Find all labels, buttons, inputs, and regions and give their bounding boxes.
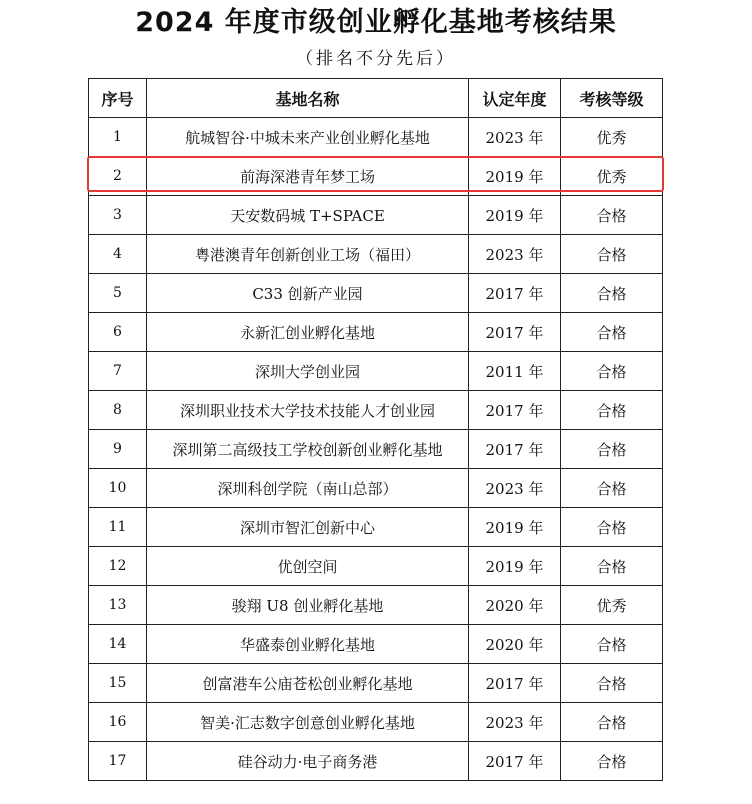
- cell-grade: 合格: [561, 703, 663, 742]
- table-row: [89, 703, 663, 742]
- cell-no: 10: [89, 469, 147, 508]
- cell-name: C33 创新产业园: [147, 274, 469, 313]
- cell-year: 2023 年: [469, 235, 561, 274]
- cell-year: 2017 年: [469, 430, 561, 469]
- page-subtitle: （排名不分先后）: [296, 49, 456, 69]
- table-row: [89, 586, 663, 625]
- cell-grade: 优秀: [561, 586, 663, 625]
- cell-year: 2023 年: [469, 703, 561, 742]
- cell-year: 2019 年: [469, 157, 561, 196]
- cell-name: 深圳市智汇创新中心: [147, 508, 469, 547]
- cell-year: 2020 年: [469, 586, 561, 625]
- cell-name: 华盛泰创业孵化基地: [147, 625, 469, 664]
- cell-year: 2019 年: [469, 196, 561, 235]
- table-body: [89, 118, 663, 781]
- cell-grade: 合格: [561, 508, 663, 547]
- cell-grade: 合格: [561, 625, 663, 664]
- table-row: [89, 118, 663, 157]
- table-row: [89, 196, 663, 235]
- cell-no: 2: [89, 157, 147, 196]
- cell-year: 2011 年: [469, 352, 561, 391]
- header-year: 认定年度: [469, 79, 561, 118]
- header-name: 基地名称: [147, 79, 469, 118]
- table-row: [89, 391, 663, 430]
- cell-year: 2017 年: [469, 391, 561, 430]
- table-row: [89, 664, 663, 703]
- table-row: [89, 157, 663, 196]
- cell-no: 13: [89, 586, 147, 625]
- cell-name: 硅谷动力·电子商务港: [147, 742, 469, 781]
- cell-grade: 合格: [561, 274, 663, 313]
- cell-no: 8: [89, 391, 147, 430]
- cell-name: 天安数码城 T+SPACE: [147, 196, 469, 235]
- table-row: [89, 469, 663, 508]
- cell-year: 2023 年: [469, 118, 561, 157]
- cell-grade: 优秀: [561, 157, 663, 196]
- header-no: 序号: [89, 79, 147, 118]
- cell-grade: 优秀: [561, 118, 663, 157]
- cell-grade: 合格: [561, 664, 663, 703]
- cell-name: 永新汇创业孵化基地: [147, 313, 469, 352]
- table-header-row: [89, 79, 663, 118]
- cell-grade: 合格: [561, 547, 663, 586]
- cell-year: 2019 年: [469, 547, 561, 586]
- cell-no: 11: [89, 508, 147, 547]
- cell-no: 6: [89, 313, 147, 352]
- cell-name: 前海深港青年梦工场: [147, 157, 469, 196]
- cell-name: 深圳科创学院（南山总部）: [147, 469, 469, 508]
- cell-name: 粤港澳青年创新创业工场（福田）: [147, 235, 469, 274]
- cell-grade: 合格: [561, 469, 663, 508]
- cell-grade: 合格: [561, 352, 663, 391]
- table-row: [89, 274, 663, 313]
- table-row: [89, 625, 663, 664]
- cell-year: 2017 年: [469, 742, 561, 781]
- table-row: [89, 352, 663, 391]
- cell-no: 17: [89, 742, 147, 781]
- table-row: [89, 235, 663, 274]
- cell-no: 14: [89, 625, 147, 664]
- cell-name: 深圳大学创业园: [147, 352, 469, 391]
- cell-no: 7: [89, 352, 147, 391]
- cell-name: 深圳职业技术大学技术技能人才创业园: [147, 391, 469, 430]
- cell-grade: 合格: [561, 235, 663, 274]
- cell-grade: 合格: [561, 430, 663, 469]
- cell-grade: 合格: [561, 313, 663, 352]
- table-row: [89, 430, 663, 469]
- table-row: [89, 742, 663, 781]
- cell-year: 2019 年: [469, 508, 561, 547]
- cell-year: 2017 年: [469, 313, 561, 352]
- header-grade: 考核等级: [561, 79, 663, 118]
- cell-grade: 合格: [561, 196, 663, 235]
- cell-year: 2017 年: [469, 274, 561, 313]
- cell-name: 深圳第二高级技工学校创新创业孵化基地: [147, 430, 469, 469]
- cell-no: 1: [89, 118, 147, 157]
- cell-no: 9: [89, 430, 147, 469]
- cell-no: 5: [89, 274, 147, 313]
- cell-name: 优创空间: [147, 547, 469, 586]
- cell-name: 创富港车公庙苍松创业孵化基地: [147, 664, 469, 703]
- cell-year: 2020 年: [469, 625, 561, 664]
- table-row: [89, 508, 663, 547]
- cell-year: 2023 年: [469, 469, 561, 508]
- page-title: 2024 年度市级创业孵化基地考核结果: [135, 7, 617, 38]
- cell-no: 3: [89, 196, 147, 235]
- cell-grade: 合格: [561, 391, 663, 430]
- cell-grade: 合格: [561, 742, 663, 781]
- table-row: [89, 547, 663, 586]
- cell-name: 骏翔 U8 创业孵化基地: [147, 586, 469, 625]
- results-table: [88, 78, 663, 781]
- cell-no: 12: [89, 547, 147, 586]
- cell-no: 15: [89, 664, 147, 703]
- cell-no: 4: [89, 235, 147, 274]
- cell-name: 航城智谷·中城未来产业创业孵化基地: [147, 118, 469, 157]
- table-row: [89, 313, 663, 352]
- cell-name: 智美·汇志数字创意创业孵化基地: [147, 703, 469, 742]
- cell-no: 16: [89, 703, 147, 742]
- cell-year: 2017 年: [469, 664, 561, 703]
